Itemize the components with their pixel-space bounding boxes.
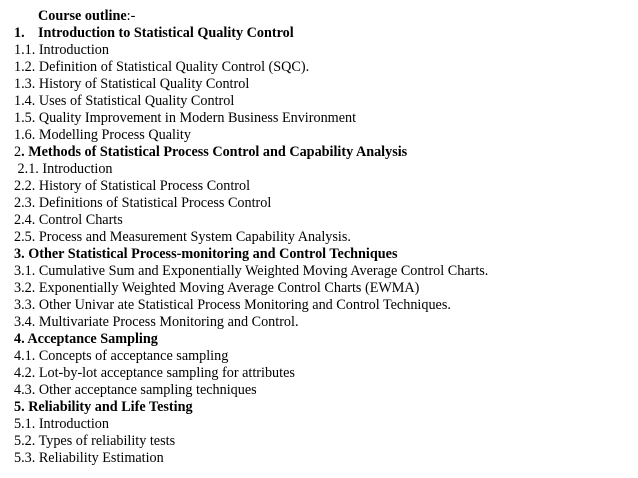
section-3-heading: [14, 246, 634, 263]
section-1-item-2: 1.2. Definition of Statistical Quality Control (SQC).: [14, 59, 310, 75]
section-5-heading: [14, 399, 634, 416]
section-5-item-3: 5.3. Reliability Estimation: [14, 450, 164, 466]
section-3-item-2: 3.2. Exponentially Weighted Moving Average Control Charts (EWMA): [14, 280, 420, 296]
section-5-title: Reliability and Life Testing: [24, 399, 193, 415]
section-5-item-1: 5.1. Introduction: [14, 416, 109, 432]
section-4-heading: [14, 331, 634, 348]
section-1-title: Introduction to Statistical Quality Control: [38, 25, 294, 41]
section-2-item-5: 2.5. Process and Measurement System Capability Analysis.: [14, 229, 351, 245]
section-5-number: 5.: [14, 399, 25, 415]
section-2-number: 2: [14, 144, 22, 160]
section-3-item-4: 3.4. Multivariate Process Monitoring and Control.: [14, 314, 299, 330]
course-outline-label: Course outline: [38, 8, 127, 24]
course-outline-heading: [14, 8, 634, 25]
section-4-item-3: 4.3. Other acceptance sampling techniques: [14, 382, 257, 398]
section-2-heading: [14, 144, 634, 161]
section-5-item-2: 5.2. Types of reliability tests: [14, 433, 176, 449]
section-1-number: 1.: [14, 25, 25, 41]
section-1-item-6: 1.6. Modelling Process Quality: [14, 127, 191, 143]
section-1-item-1: 1.1. Introduction: [14, 42, 109, 58]
section-4-item-2: 4.2. Lot-by-lot acceptance sampling for attributes: [14, 365, 295, 381]
section-4-title: Acceptance Sampling: [24, 331, 158, 347]
section-4-number: 4.: [14, 331, 25, 347]
section-3-number: 3.: [14, 246, 25, 262]
section-3-item-1: 3.1. Cumulative Sum and Exponentially Weighted Moving Average Control Charts.: [14, 263, 489, 279]
section-4-item-1: 4.1. Concepts of acceptance sampling: [14, 348, 229, 364]
course-outline: [14, 8, 634, 467]
section-1-heading: [14, 25, 634, 42]
section-2-item-2: 2.2. History of Statistical Process Control: [14, 178, 251, 194]
section-1-item-3: 1.3. History of Statistical Quality Control: [14, 76, 250, 92]
section-2-item-4: 2.4. Control Charts: [14, 212, 123, 228]
course-outline-label-suffix: :-: [126, 8, 136, 24]
section-1-item-4: 1.4. Uses of Statistical Quality Control: [14, 93, 235, 109]
section-2-title: . Methods of Statistical Process Control and Capability Analysis: [21, 144, 408, 160]
section-3-item-3: 3.3. Other Univar ate Statistical Process Monitoring and Control Techniques.: [14, 297, 451, 313]
section-2-item-3: 2.3. Definitions of Statistical Process Control: [14, 195, 272, 211]
section-2-item-1: 2.1. Introduction: [14, 161, 113, 177]
section-1-item-5: 1.5. Quality Improvement in Modern Business Environment: [14, 110, 357, 126]
section-3-title: Other Statistical Process-monitoring and Control Techniques: [24, 246, 398, 262]
